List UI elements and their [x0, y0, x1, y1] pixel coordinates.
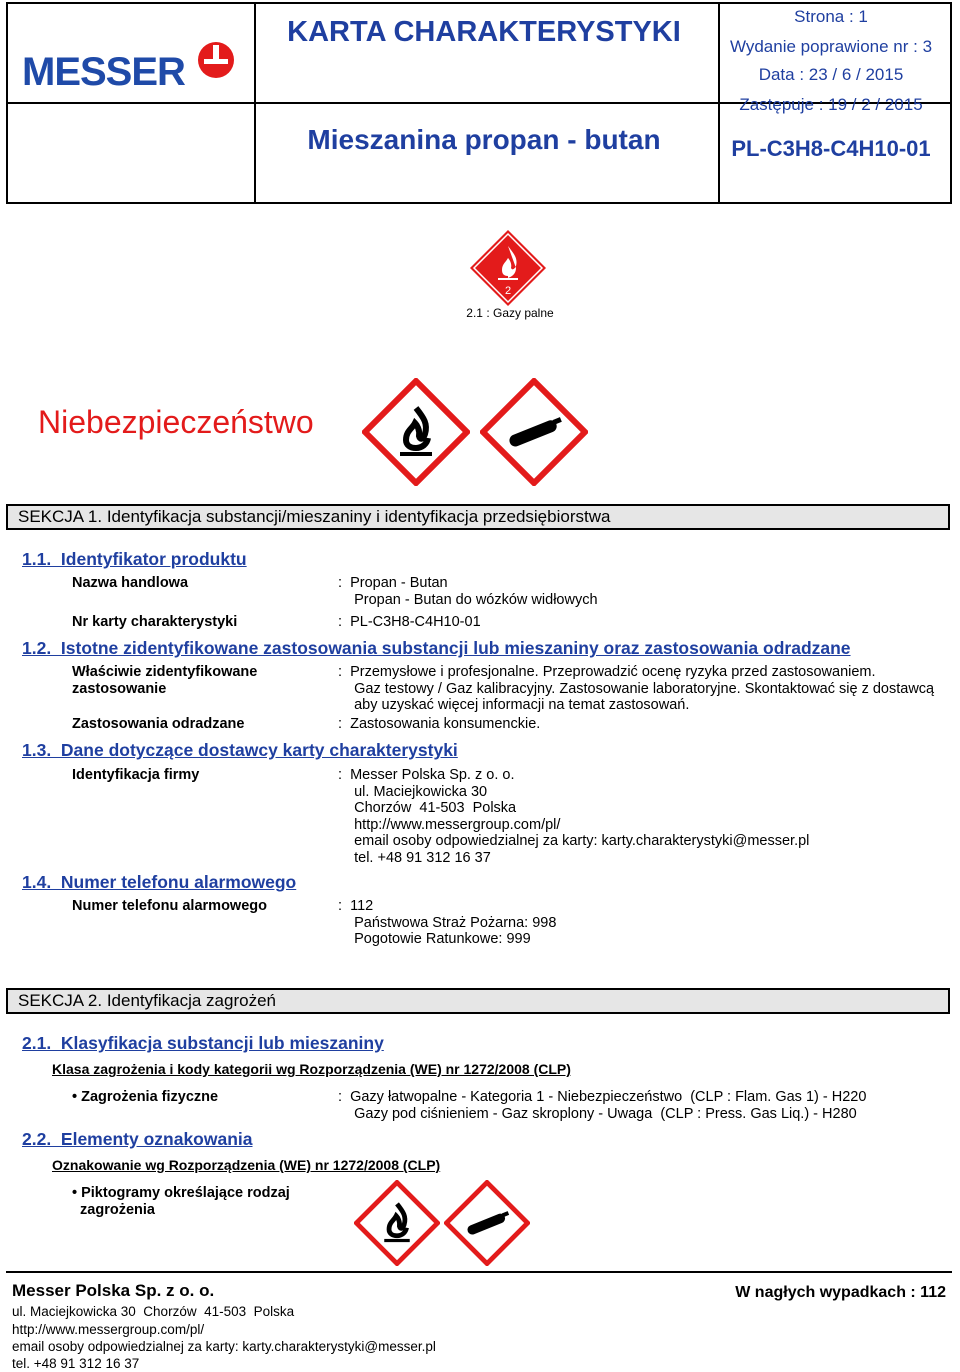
- footer-phone: tel. +48 91 312 16 37: [12, 1356, 140, 1371]
- transport-class-number: 2: [504, 285, 512, 297]
- footer-emergency: W nagłych wypadkach : 112: [735, 1284, 946, 1301]
- section-2-header: SEKCJA 2. Identyfikacja zagrożeń: [6, 988, 950, 1014]
- trade-name-label: Nazwa handlowa: [72, 575, 189, 591]
- transport-label-caption: 2.1 : Gazy palne: [466, 306, 554, 320]
- subsection-2-2-title: 2.2. Elementy oznakowania: [22, 1129, 253, 1149]
- footer-divider: [6, 1271, 952, 1273]
- supersedes-date: Zastępuje : 19 / 2 / 2015: [739, 95, 923, 114]
- document-title: KARTA CHARAKTERYSTYKI: [287, 16, 681, 48]
- revision-number: Wydanie poprawione nr : 3: [729, 37, 933, 56]
- identified-uses-label: Właściwie zidentyfikowane zastosowanie: [72, 664, 258, 697]
- footer-url[interactable]: http://www.messergroup.com/pl/: [12, 1322, 205, 1337]
- sds-number-value: : PL-C3H8-C4H10-01: [338, 614, 481, 630]
- physical-hazards-value: : Gazy łatwopalne - Kategoria 1 - Niebezpieczeństwo (CLP : Flam. Gas 1) - H220 Gazy pod ciśnieniem - Gaz skroplony - Uwaga (CLP : Press. Gas Liq.) - H280: [338, 1089, 867, 1122]
- messer-logo-icon: [196, 40, 236, 80]
- document-code: PL-C3H8-C4H10-01: [731, 136, 931, 161]
- company-identification-label: Identyfikacja firmy: [72, 767, 200, 783]
- identified-uses-value: : Przemysłowe i profesjonalne. Przeprowadzić ocenę ryzyka przed zastosowaniem. Gaz testowy / Gaz kalibracyjny. Zastosowanie laboratoryjne. Skontaktować się z dostawcą aby uzyskać więcej informacji na temat zastosowań.: [338, 664, 935, 713]
- footer-email[interactable]: email osoby odpowiedzialnej za karty: karty.charakterystyki@messer.pl: [12, 1339, 436, 1354]
- clp-classification-subtitle: Klasa zagrożenia i kody kategorii wg Rozporządzenia (WE) nr 1272/2008 (CLP): [52, 1061, 571, 1077]
- sds-number-label: Nr karty charakterystyki: [72, 614, 238, 630]
- uses-advised-against-value: : Zastosowania konsumenckie.: [338, 716, 541, 732]
- footer-address: ul. Maciejkowicka 30 Chorzów 41-503 Polska: [12, 1304, 295, 1319]
- gas-cylinder-icon: [480, 378, 588, 486]
- emergency-phone-label: Numer telefonu alarmowego: [72, 898, 267, 914]
- subsection-2-1-title: 2.1. Klasyfikacja substancji lub mieszaniny: [22, 1033, 384, 1053]
- footer-company: Messer Polska Sp. z o. o.: [12, 1281, 215, 1300]
- transport-flame-icon: [468, 228, 548, 308]
- flame-icon: [362, 378, 470, 486]
- physical-hazards-label: • Zagrożenia fizyczne: [72, 1089, 219, 1105]
- signal-word: Niebezpieczeństwo: [38, 404, 314, 440]
- messer-logo: MESSER: [22, 50, 185, 94]
- section-1-header: SEKCJA 1. Identyfikacja substancji/mieszaniny i identyfikacja przedsiębiorstwa: [6, 504, 950, 530]
- revision-date: Data : 23 / 6 / 2015: [758, 65, 904, 84]
- subsection-1-4-title: 1.4. Numer telefonu alarmowego: [22, 872, 297, 892]
- clp-labelling-subtitle: Oznakowanie wg Rozporządzenia (WE) nr 1272/2008 (CLP): [52, 1157, 441, 1173]
- hazard-pictograms-label: • Piktogramy określające rodzaj zagrożenia: [72, 1185, 290, 1218]
- subsection-1-2-title: 1.2. Istotne zidentyfikowane zastosowania substancji lub mieszaniny oraz zastosowania odradzane: [22, 638, 851, 658]
- uses-advised-against-label: Zastosowania odradzane: [72, 716, 245, 732]
- flame-icon: [354, 1180, 440, 1266]
- emergency-phone-value: : 112 Państwowa Straż Pożarna: 998 Pogotowie Ratunkowe: 999: [338, 898, 557, 947]
- trade-name-value: : Propan - Butan Propan - Butan do wózków widłowych: [338, 575, 598, 608]
- page-number: Strona : 1: [794, 7, 868, 26]
- product-name: Mieszanina propan - butan: [307, 124, 661, 155]
- company-identification-value: : Messer Polska Sp. z o. o. ul. Maciejkowicka 30 Chorzów 41-503 Polska http://www.messergroup.com/pl/ email osoby odpowiedzialnej za karty: karty.charakterystyki@messer.pl tel. +48 91 312 16 37: [338, 767, 810, 866]
- subsection-1-1-title: 1.1. Identyfikator produktu: [22, 549, 247, 569]
- subsection-1-3-title: 1.3. Dane dotyczące dostawcy karty charakterystyki: [22, 740, 458, 760]
- gas-cylinder-icon: [444, 1180, 530, 1266]
